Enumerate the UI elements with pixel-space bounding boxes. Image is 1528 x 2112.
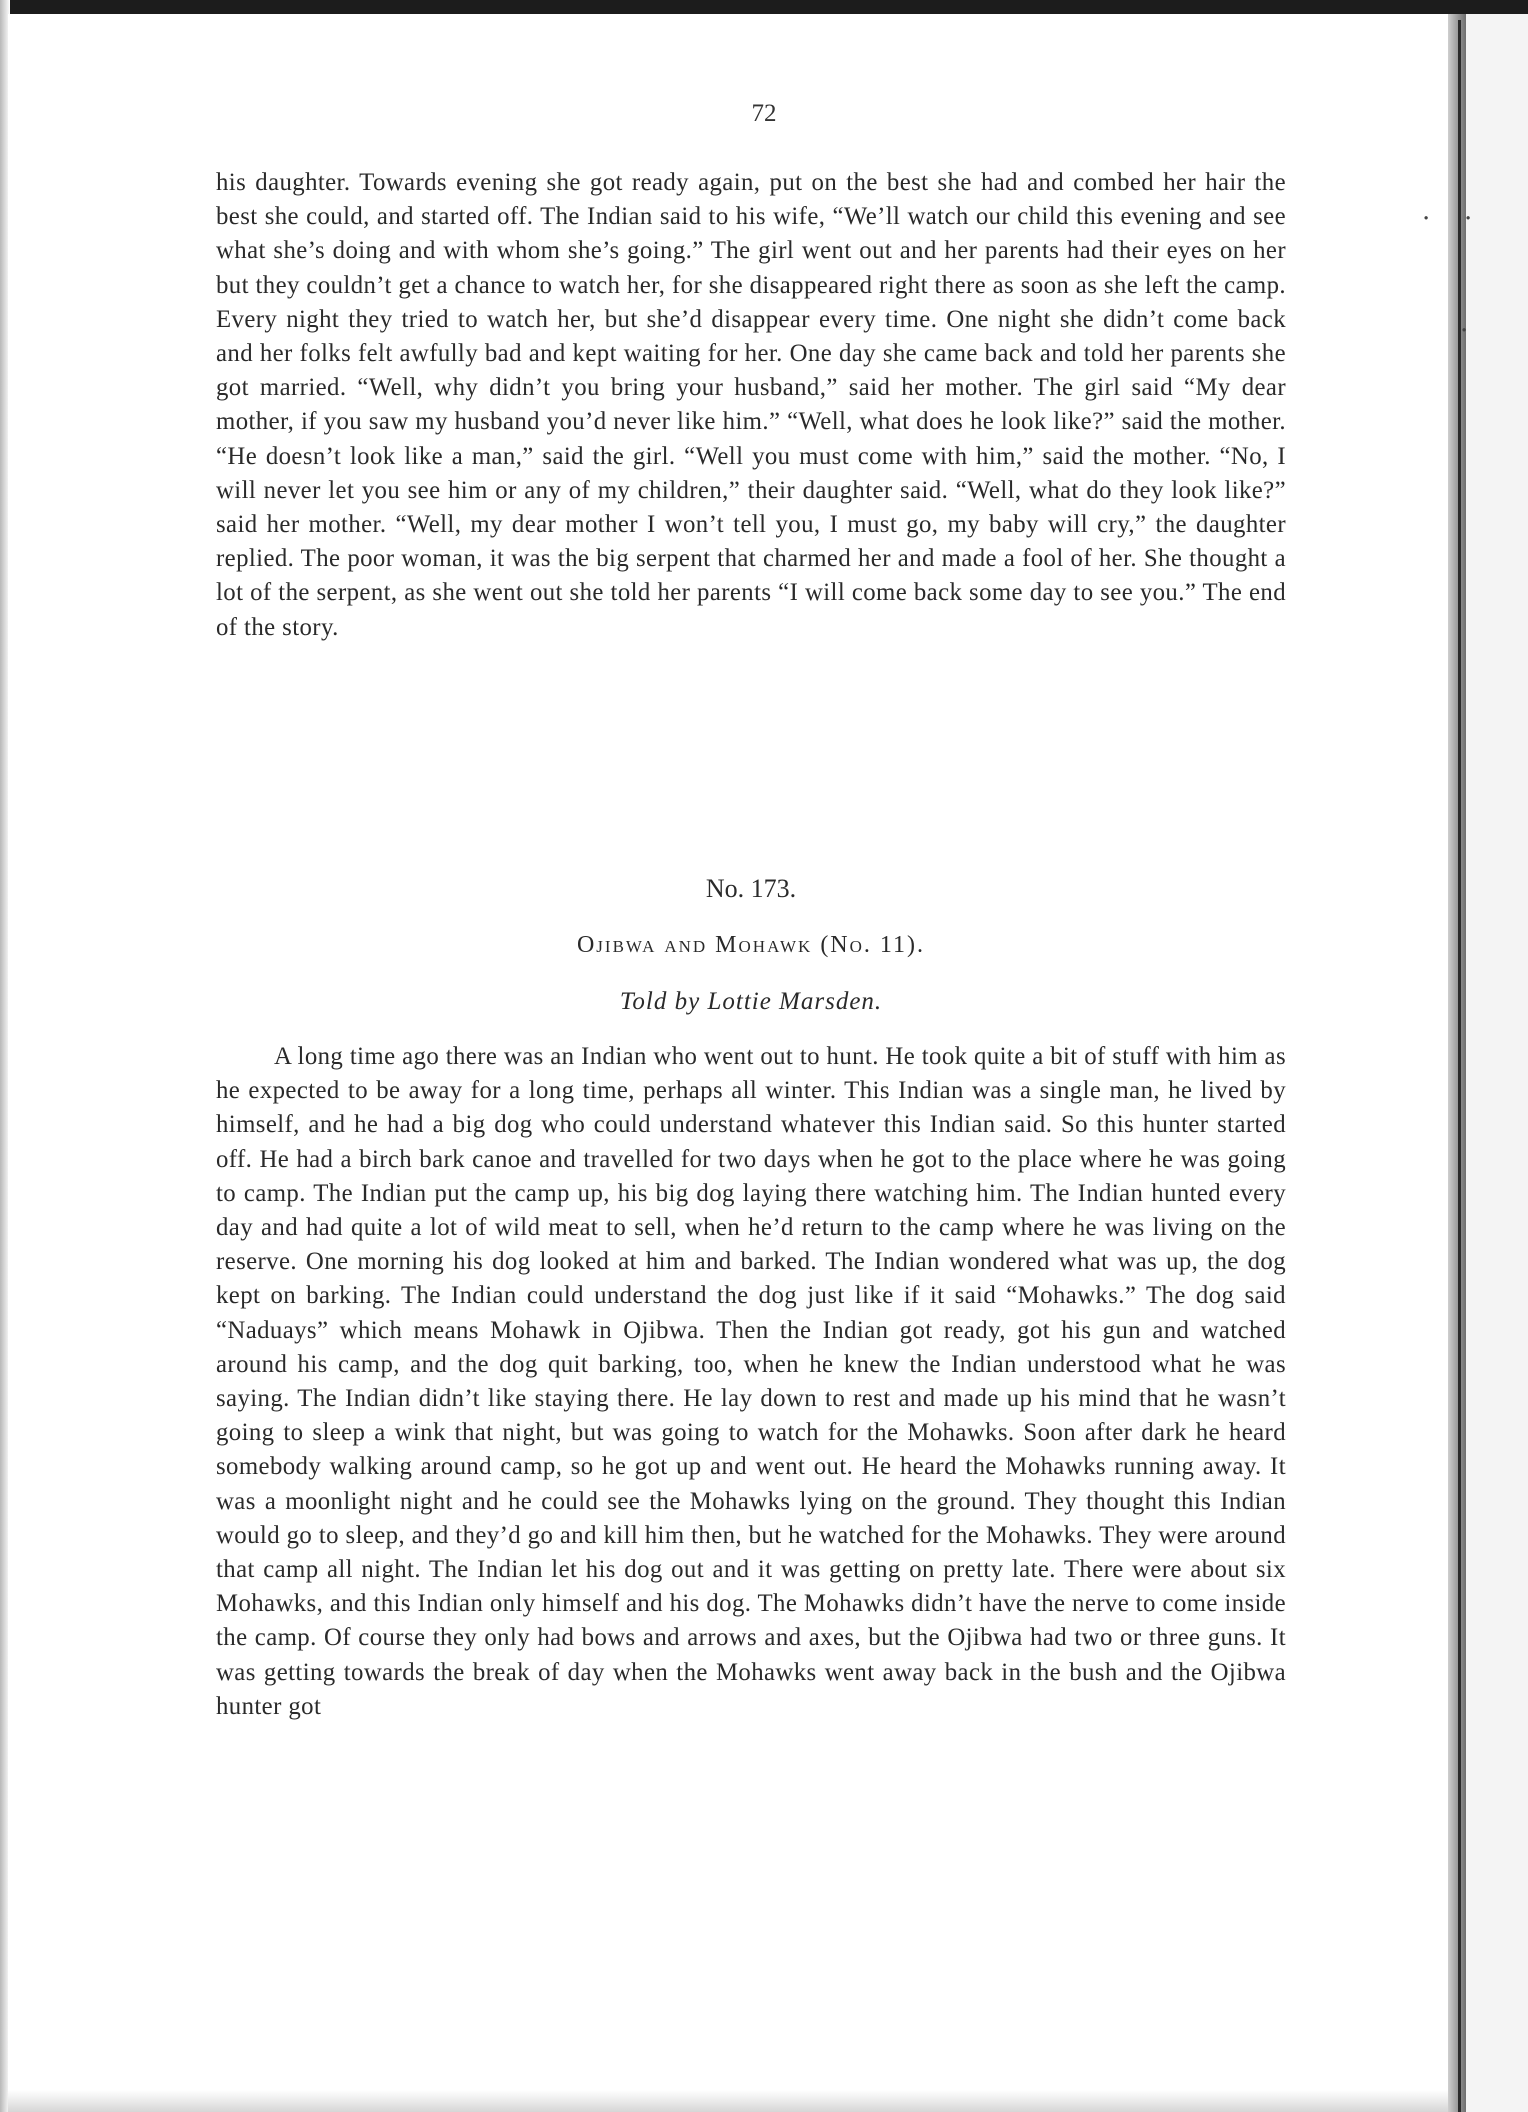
scan-speck: · bbox=[1464, 204, 1473, 234]
scan-top-edge bbox=[0, 0, 1528, 14]
paragraph-continued: his daughter. Towards evening she got ready again, put on the best she had and combed her hair the best she could, and started off. The Indian said to his wife, “We’ll watch our child this evening and see what she’s doing and with whom she’s going.” The girl went out and her parents had their eyes on her but they couldn’t get a chance to watch her, for she disappeared right there as soon as she left the camp. Every night they tried to watch her, but she’d disappear every time. One night she didn’t come back and her folks felt awfully bad and kept waiting for her. One day she came back and told her parents she got married. “Well, why didn’t you bring your husband,” said her mother. The girl said “My dear mother, if you saw my husband you’d never like him.” “Well, what does he look like?” said the mother. “He doesn’t look like a man,” said the girl. “Well you must come with him,” said the mother. “No, I will never let you see him or any of my children,” their daughter said. “Well, what do they look like?” said her mother. “Well, my dear mother I won’t tell you, I must go, my baby will cry,” the daughter replied. The poor woman, it was the big serpent that charmed her and made a fool of her. She thought a lot of the serpent, as she went out she told her parents “I will come back some day to see you.” The end of the story. bbox=[216, 169, 1286, 641]
scan-speck: · bbox=[1460, 316, 1469, 346]
facing-page bbox=[1466, 14, 1528, 2112]
story-teller: Told by Lottie Marsden. bbox=[619, 988, 883, 1015]
page-number: 72 bbox=[751, 100, 777, 127]
story-number: No. 173. bbox=[705, 874, 797, 903]
story-paragraph: A long time ago there was an Indian who went out to hunt. He took quite a bit of stuff with him as he expected to be away for a long time, perhaps all winter. This Indian was a single man, he lived by himself, and he had a big dog who could understand whatever this Indian said. So this hunter started off. He had a birch bark canoe and travelled for two days when he got to the place where he was going to camp. The Indian put the camp up, his big dog laying there watching him. The Indian hunted every day and had quite a lot of wild meat to sell, when he’d return to the camp where he was living on the reserve. One morning his dog looked at him and barked. The Indian wondered what was up, the dog kept on barking. The Indian could understand the dog just like if it said “Mohawks.” The dog said “Naduays” which means Mohawk in Ojibwa. Then the Indian got ready, got his gun and watched around his camp, and the dog quit barking, too, when he knew the Indian understood what he was saying. The Indian didn’t like staying there. He lay down to rest and made up his mind that he wasn’t going to sleep a wink that night, but was going to watch for the Mohawks. Soon after dark he heard somebody walking around camp, so he got up and went out. He heard the Mohawks running away. It was a moonlight night and he could see the Mohawks lying on the ground. They thought this Indian would go to sleep, and they’d go and kill him then, but he watched for the Mohawks. They were around that camp all night. The Indian let his dog out and it was getting on pretty late. There were about six Mohawks, and this Indian only himself and his dog. The Mohawks didn’t have the nerve to come inside the camp. Of course they only had bows and arrows and axes, but the Ojibwa had two or three guns. It was getting towards the break of day when the Mohawks went away back in the bush and the Ojibwa hunter got bbox=[216, 1043, 1286, 1720]
scan-bottom-edge bbox=[8, 2090, 1448, 2112]
scan-speck: · bbox=[1422, 204, 1431, 234]
story-title: Ojibwa and Mohawk (No. 11). bbox=[576, 932, 926, 958]
